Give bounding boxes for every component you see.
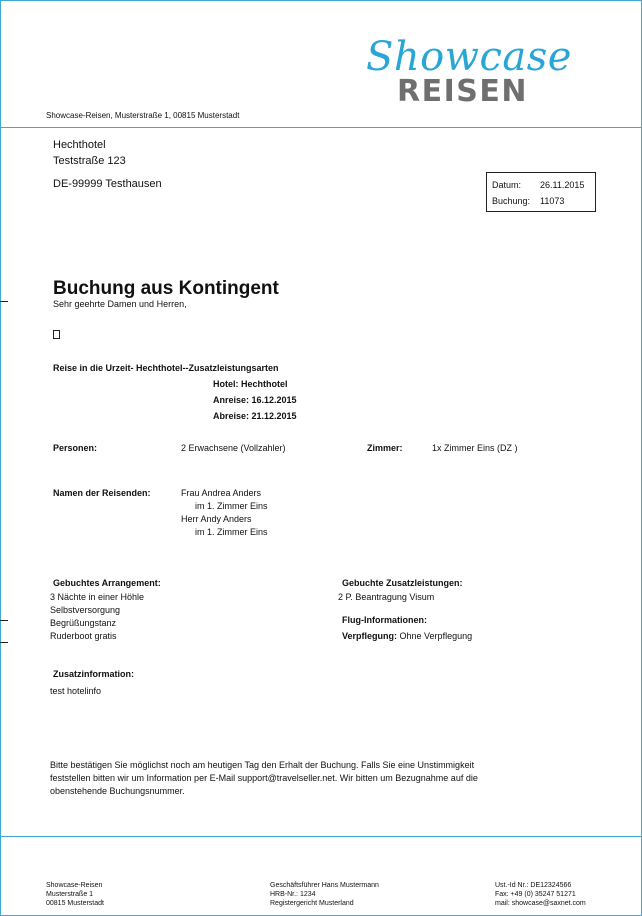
logo-script: Showcase xyxy=(366,34,572,80)
recipient-street: Teststraße 123 xyxy=(53,155,126,167)
zusatzinfo-label: Zusatzinformation: xyxy=(53,669,134,679)
salutation: Sehr geehrte Damen und Herren, xyxy=(53,299,187,309)
arrangement-item: Selbstversorgung xyxy=(50,605,121,615)
zusatzinfo-value: test hotelinfo xyxy=(50,686,102,696)
footer-company xyxy=(46,881,104,908)
reisende-label: Namen der Reisenden: xyxy=(53,488,151,498)
footer-line: HRB-Nr.: 1234 xyxy=(270,891,316,898)
sender-line: Showcase-Reisen, Musterstraße 1, 00815 Musterstadt xyxy=(46,111,240,120)
zusatz-label: Gebuchte Zusatzleistungen: xyxy=(342,578,463,588)
zusatz-value: 2 P. Beantragung Visum xyxy=(338,592,435,602)
footer-line: Registergericht Musterland xyxy=(270,900,354,907)
footer-divider xyxy=(1,836,641,837)
verpflegung-label: Verpflegung: xyxy=(342,631,398,641)
flug-label: Flug-Informationen: xyxy=(342,615,427,625)
fold-mark xyxy=(0,620,8,621)
trip-hotel: Hotel: Hechthotel xyxy=(213,379,288,389)
personen-label: Personen: xyxy=(53,443,98,453)
personen-value: 2 Erwachsene (Vollzahler) xyxy=(181,443,286,453)
footer-line: 00815 Musterstadt xyxy=(46,900,104,907)
reisende-line: Frau Andrea Anders xyxy=(181,488,262,498)
footer-line: mail: showcase@saxnet.com xyxy=(495,900,586,907)
datum-label: Datum: xyxy=(492,180,522,190)
trip-abreise: Abreise: 21.12.2015 xyxy=(213,411,297,421)
verpflegung-line xyxy=(342,631,472,641)
footer-line: Fax: +49 (0) 35247 51271 xyxy=(495,891,576,898)
verpflegung-value: Ohne Verpflegung xyxy=(399,631,473,641)
reisende-line: im 1. Zimmer Eins xyxy=(195,527,268,537)
footer-line: Ust.-Id Nr.: DE12324566 xyxy=(495,882,572,889)
arrangement-item: Ruderboot gratis xyxy=(50,631,117,641)
footer-line: Showcase-Reisen xyxy=(46,882,103,889)
footer-line: Musterstraße 1 xyxy=(46,891,94,898)
footer-management xyxy=(270,881,379,908)
logo-word: REISEN xyxy=(397,74,528,109)
buchung-value: 11073 xyxy=(540,196,565,206)
recipient-name: Hechthotel xyxy=(53,139,106,151)
zimmer-label: Zimmer: xyxy=(367,443,403,453)
reisende-line: Herr Andy Anders xyxy=(181,514,252,524)
info-box xyxy=(486,172,596,212)
closing-line: feststellen bitten wir um Information per E-Mail support@travelseller.net. Wir bitten um Bezugnahme auf die xyxy=(50,773,478,783)
arrangement-item: Begrüßungstanz xyxy=(50,618,117,628)
arrangement-item: 3 Nächte in einer Höhle xyxy=(50,592,145,602)
trip-anreise: Anreise: 16.12.2015 xyxy=(213,395,297,405)
punch-mark xyxy=(0,642,8,643)
trip-title: Reise in die Urzeit- Hechthotel--Zusatzleistungsarten xyxy=(53,363,279,373)
closing-line: Bitte bestätigen Sie möglichst noch am heutigen Tag den Erhalt der Buchung. Falls Sie eine Unstimmigkeit xyxy=(50,760,475,770)
footer-line: Geschäftsführer Hans Mustermann xyxy=(270,882,379,889)
fold-mark xyxy=(0,301,8,302)
datum-value: 26.11.2015 xyxy=(540,180,585,190)
buchung-label: Buchung: xyxy=(492,196,531,206)
zimmer-value: 1x Zimmer Eins (DZ ) xyxy=(432,443,518,453)
reisende-line: im 1. Zimmer Eins xyxy=(195,501,268,511)
footer-contact xyxy=(495,881,586,908)
arrangement-label: Gebuchtes Arrangement: xyxy=(53,578,161,588)
page-title: Buchung aus Kontingent xyxy=(53,278,279,299)
closing-line: obenstehende Buchungsnummer. xyxy=(50,786,185,796)
placeholder-glyph xyxy=(53,330,60,339)
header-divider xyxy=(1,127,641,128)
recipient-city: DE-99999 Testhausen xyxy=(53,178,162,190)
